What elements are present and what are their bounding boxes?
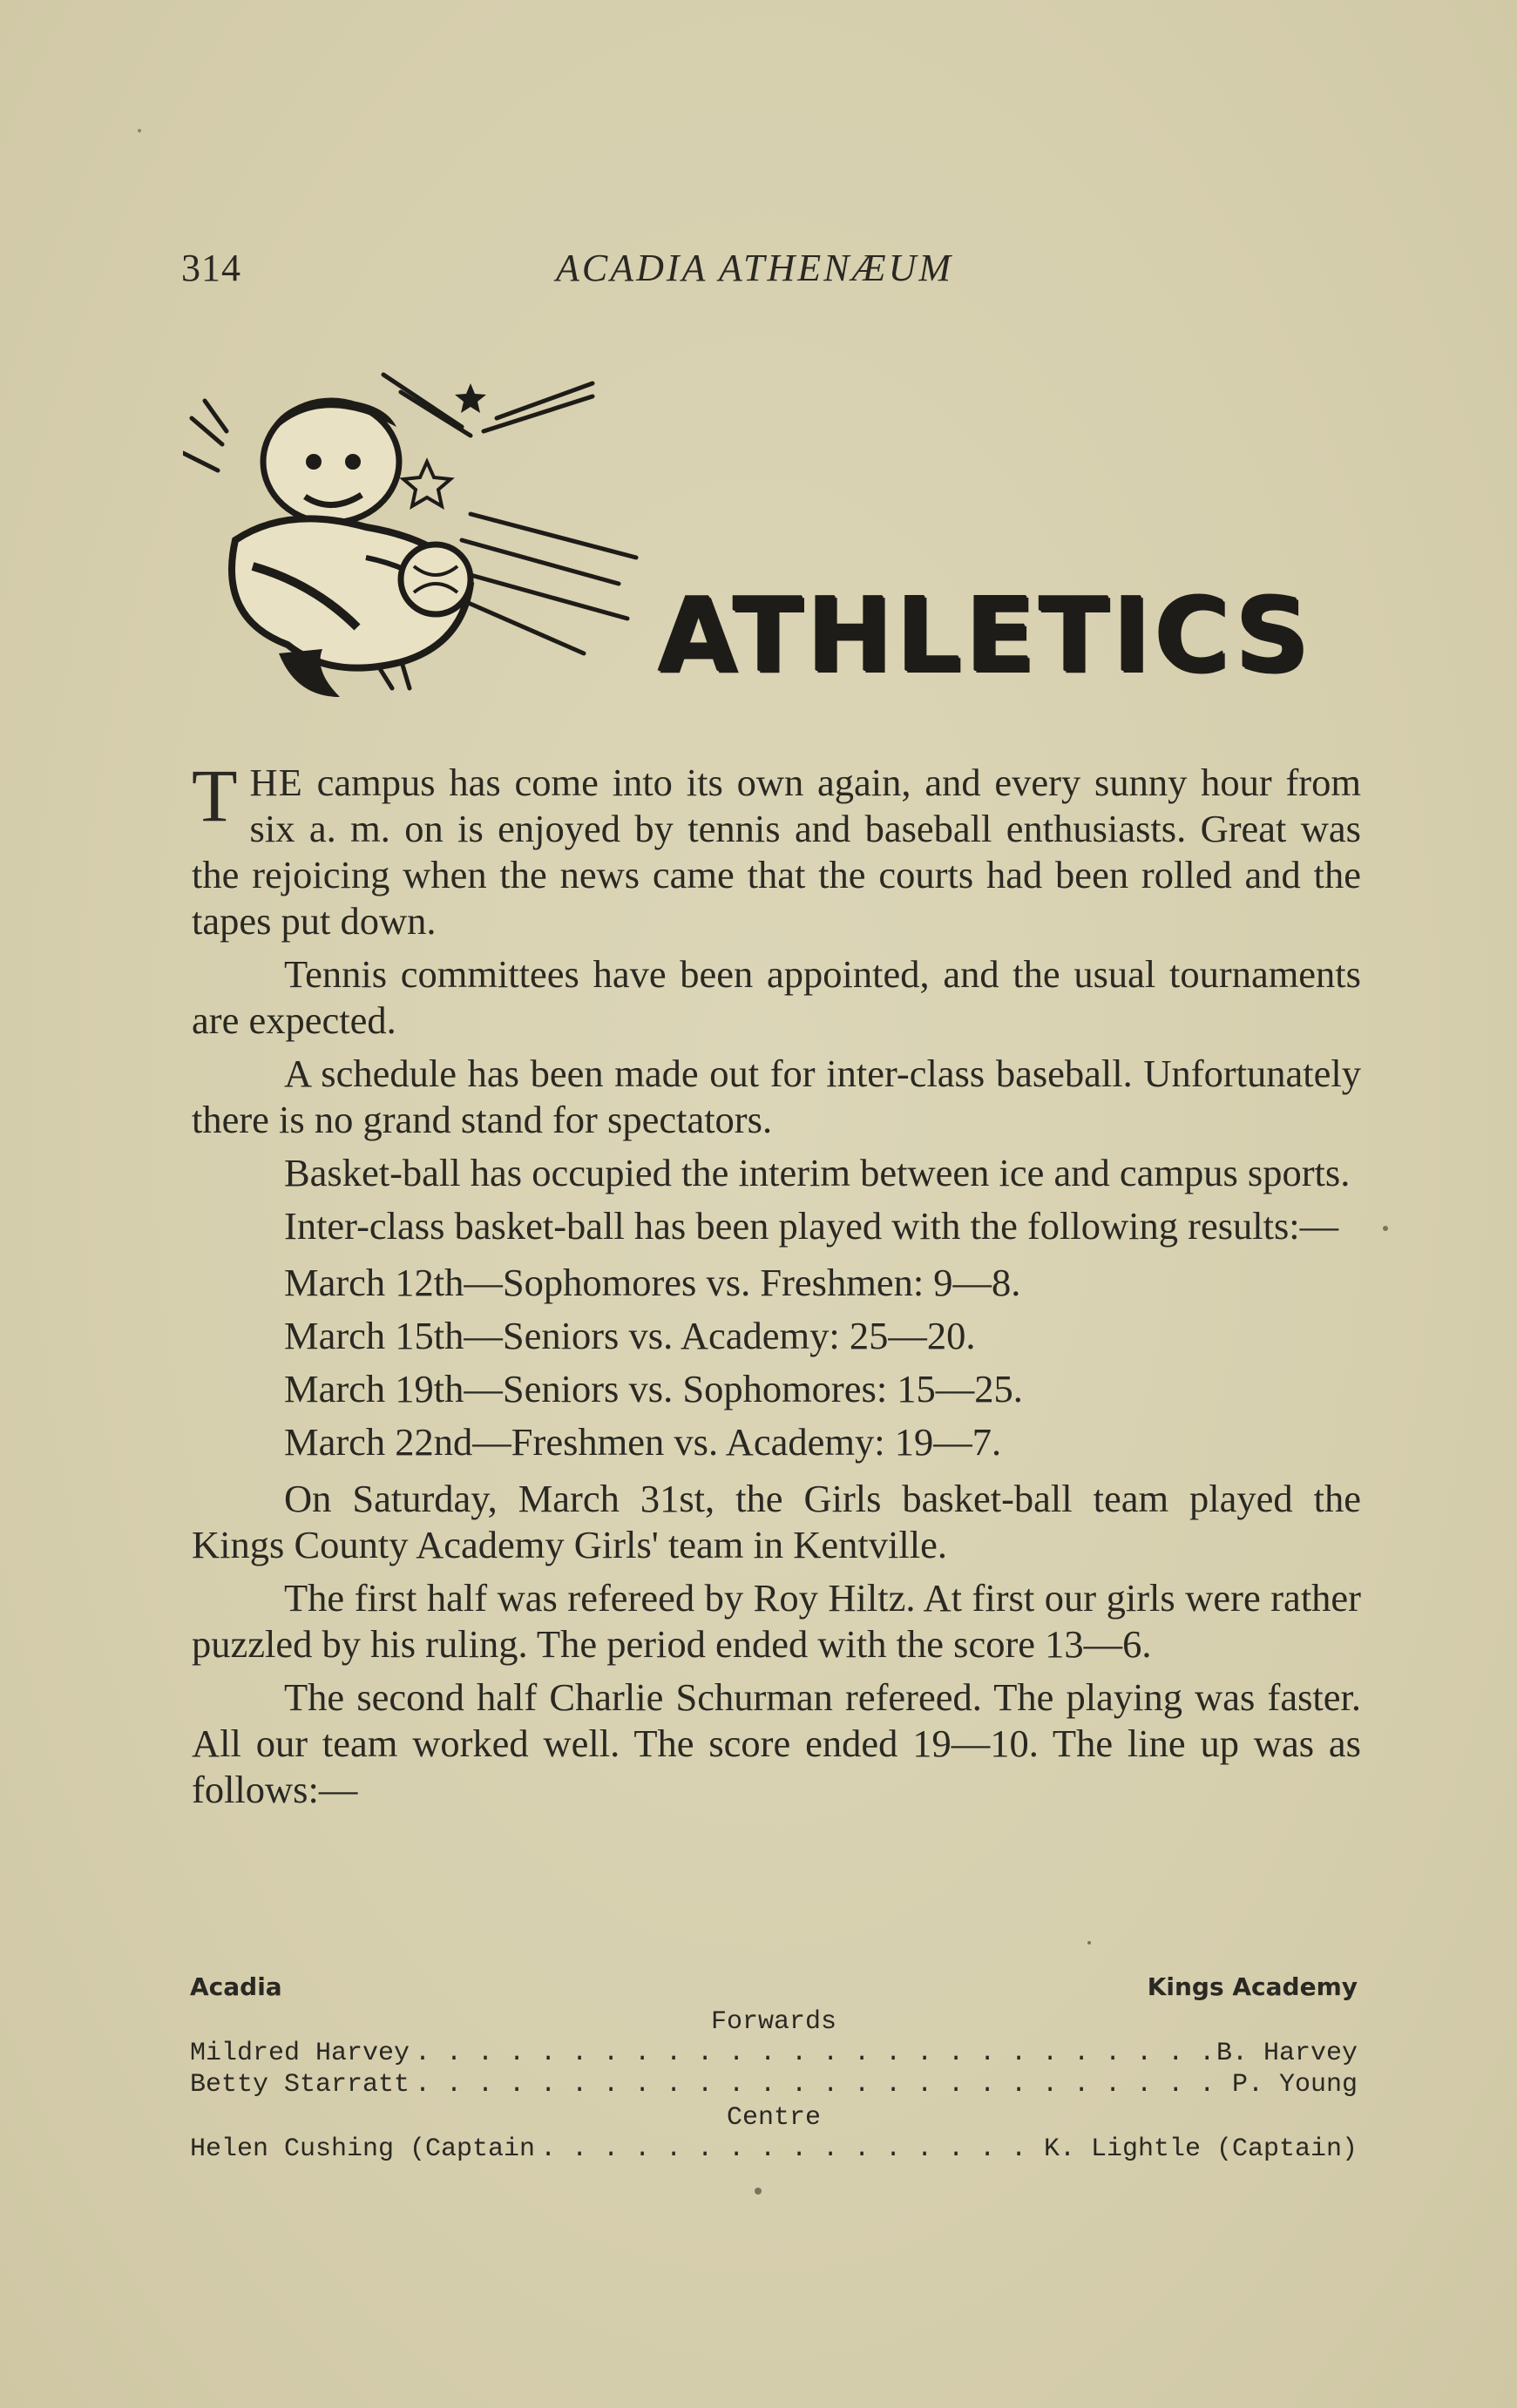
drop-cap: T — [192, 754, 238, 837]
left-player: Helen Cushing (Captain — [190, 2134, 536, 2164]
result-item: March 12th—Sophomores vs. Freshmen: 9—8. — [284, 1261, 1021, 1304]
right-player: P. Young — [1231, 2070, 1358, 2100]
lineup-header — [190, 1967, 1358, 2006]
forwards-heading: Forwards — [710, 2007, 837, 2037]
section-title: ATHLETICS — [658, 575, 1313, 695]
left-team-name: Acadia — [190, 1972, 282, 2001]
paragraph-4: Basket-ball has occupied the interim between ice and campus sports. — [284, 1151, 1351, 1194]
lineup-row — [190, 2070, 1358, 2101]
right-player: K. Lightle (Captain) — [1043, 2134, 1358, 2164]
paragraph-1-caps: HE — [249, 761, 303, 804]
page-number: 314 — [181, 247, 241, 289]
paragraph-2: Tennis committees have been appointed, and the usual tournaments are expected. — [192, 952, 1361, 1042]
paragraph-1 — [192, 754, 1361, 944]
article-body — [192, 754, 1361, 1820]
leader-dots — [415, 2039, 1211, 2068]
centre-heading: Centre — [726, 2103, 822, 2133]
right-player: B. Harvey — [1216, 2039, 1358, 2068]
results-list — [284, 1256, 1361, 1469]
paragraph-6: On Saturday, March 31st, the Girls basket-ball team played the Kings County Academy Girls' team in Kentville. — [192, 1477, 1361, 1566]
lineup-table — [190, 1967, 1358, 2166]
paragraph-7: The first half was refereed by Roy Hiltz. At first our girls were rather puzzled by his ruling. The period ended with the score 13—6. — [192, 1576, 1361, 1666]
cartoon-baseball-player-icon — [183, 366, 671, 706]
running-title: ACADIA ATHENÆUM — [556, 247, 954, 289]
paragraph-3: A schedule has been made out for inter-class baseball. Unfortunately there is no grand stand for spectators. — [192, 1052, 1361, 1141]
result-item: March 19th—Seniors vs. Sophomores: 15—25. — [284, 1367, 1023, 1410]
page-header — [181, 246, 1366, 298]
paragraph-8: The second half Charlie Schurman refereed. The playing was faster. All our team worked well. The score ended 19—10. The line up was as follows:— — [192, 1675, 1361, 1811]
right-team-name: Kings Academy — [1147, 1972, 1358, 2001]
lineup-row — [190, 2134, 1358, 2166]
leader-dots — [540, 2134, 1039, 2164]
result-item: March 22nd—Freshmen vs. Academy: 19—7. — [284, 1420, 1002, 1464]
athletics-banner — [183, 366, 1403, 706]
lineup-row — [190, 2039, 1358, 2070]
paragraph-5: Inter-class basket-ball has been played with the following results:— — [284, 1204, 1339, 1248]
left-player: Betty Starratt — [190, 2070, 410, 2100]
leader-dots — [415, 2070, 1227, 2100]
left-player: Mildred Harvey — [190, 2039, 410, 2068]
paragraph-1-text: campus has come into its own again, and every sunny hour from six a. m. on is enjoyed by tennis and baseball enthusiasts. Great was the rejoicing when the news came that the courts had been rolled and the tapes put down. — [192, 761, 1361, 943]
result-item: March 15th—Seniors vs. Academy: 25—20. — [284, 1314, 976, 1357]
